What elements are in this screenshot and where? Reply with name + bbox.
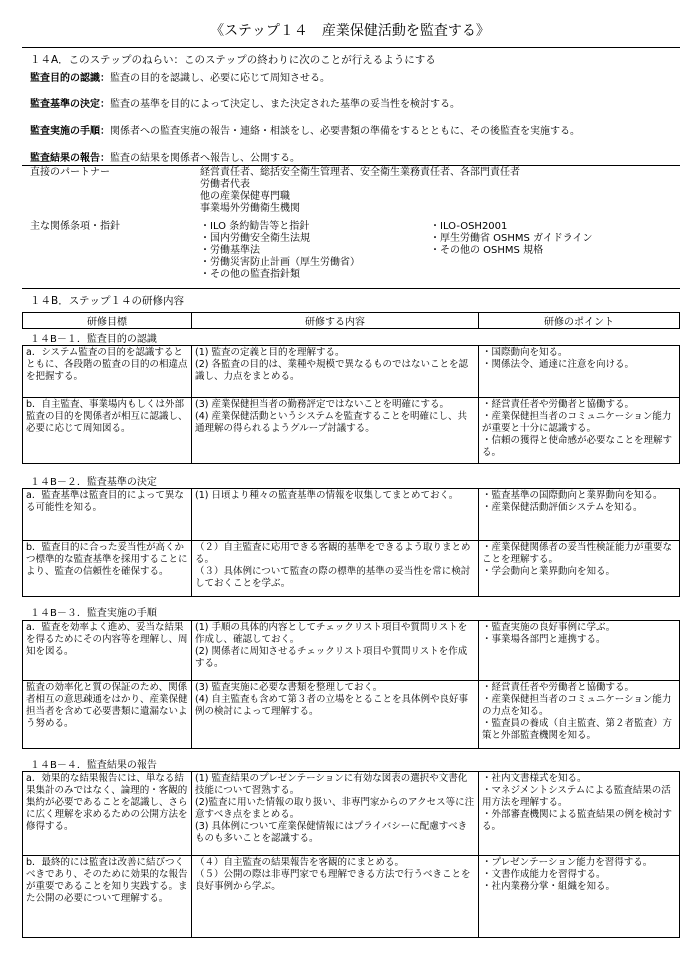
goal-cell: b．自主監査、事業場内もしくは外部監査の目的を関係者が相互に認識し、必要に応じて周知図る。 (23, 398, 192, 464)
col-goal-header: 研修目標 (23, 313, 192, 329)
goal-cell: a．システム監査の目的を認識するとともに、各段階の監査の目的の相違点を把握する。 (23, 346, 192, 398)
content-cell: (3) 産業保健担当者の勤務評定ではないことを明確にする。 (4) 産業保健活動というシステムを監査することを明確にし、共通理解の得られるようグループ討議する。 (192, 398, 479, 464)
laws-right-list (430, 221, 592, 257)
table-row (23, 346, 680, 398)
goal-cell: 監査の効率化と質の保証のため、関係者相互の意思疎通をはかり、産業保健担当者を含めて必要書類に遺漏ないよう努める。 (23, 681, 192, 749)
table-row (23, 541, 680, 597)
divider (22, 165, 680, 166)
table-row (23, 398, 680, 464)
training-heading: １４B．ステップ１４の研修内容 (30, 295, 184, 307)
aim-item-3: 監査実施の手順：関係者への監査実施の報告・連絡・相談をし、必要書類の準備をするとともに、その後監査を実施する。 (30, 126, 580, 137)
section-table (22, 345, 680, 464)
goal-cell: a．監査基準は監査目的によって異なる可能性を知る。 (23, 489, 192, 541)
goal-cell: a．効果的な結果報告には、単なる結果集計のみではなく、論理的・客観的集約が必要であることを認識し、さらに広く理解を求めるための公開方法を修得する。 (23, 772, 192, 856)
divider (22, 288, 680, 289)
section-title: １４B－３．監査実施の手順 (30, 608, 157, 619)
content-cell: （２）自主監査に応用できる客観的基準をできるよう取りまとめる。 （３）具体例について監査の際の標準的基準の妥当性を常に検討しておくことを学ぶ。 (192, 541, 479, 597)
partner-item: 他の産業保健専門職 (200, 191, 290, 202)
content-cell: (1) 手順の具体的内容としてチェックリスト項目や質問リストを作成し、確認しておく。 (2) 関係者に周知させるチェックリスト項目や質問リストを作成する。 (192, 621, 479, 681)
content-cell: (1) 監査結果のプレゼンテーションに有効な図表の選択や文書化技能について習熟する。 (2)監査に用いた情報の取り扱い、非専門家からのアクセス等に注意すべき点をまとめる。 (3) 具体例について産業保健情報にはプライバシーに配慮すべきものも多いことを認識する。 (192, 772, 479, 856)
table-row (23, 681, 680, 749)
aim-heading: １４A．このステップのねらい：このステップの終わりに次のことが行えるようにする (30, 54, 436, 66)
points-cell: ・プレゼンテーション能力を習得する。 ・文書作成能力を習得する。 ・社内業務分掌・組織を知る。 (479, 856, 680, 938)
section-table (22, 488, 680, 597)
law-item: ・厚生労働省 OSHMS ガイドライン (430, 233, 593, 244)
points-cell: ・社内文書様式を知る。 ・マネジメントシステムによる監査結果の活用方法を理解する。 ・外部審査機関による監査結果の例を検討する。 (479, 772, 680, 856)
law-item: ・その他の OSHMS 規格 (430, 245, 544, 256)
goal-cell: b．監査目的に合った妥当性が高くかつ標準的な監査基準を採用することにより、監査の信頼性を確保する。 (23, 541, 192, 597)
points-cell: ・国際動向を知る。 ・関係法令、通達に注意を向ける。 (479, 346, 680, 398)
law-item: ・ILO 条約勧告等と指針 (200, 221, 310, 232)
goal-cell: a．監査を効率よく進め、妥当な結果を得るためにその内容等を理解し、周知を図る。 (23, 621, 192, 681)
section-table (22, 620, 680, 749)
col-content-header: 研修する内容 (192, 313, 479, 329)
col-points-header: 研修のポイント (479, 313, 680, 329)
points-cell: ・経営責任者や労働者と協働する。 ・産業保健担当者のコミュニケーション能力が重要と十分に認識する。 ・信頼の獲得と使命感が必要なことを理解する。 (479, 398, 680, 464)
content-cell: (1) 日頃より種々の監査基準の情報を収集してまとめておく。 (192, 489, 479, 541)
partner-item: 労働者代表 (200, 179, 250, 190)
content-cell: (3) 監査実施に必要な書類を整理しておく。 (4) 自主監査も含めて第３者の立場をとることを具体例や良好事例の検討によって理解する。 (192, 681, 479, 749)
section-title: １４B－２．監査基準の決定 (30, 477, 157, 488)
table-row (23, 856, 680, 938)
section-title: １４B－４．監査結果の報告 (30, 760, 157, 771)
aim-item-1: 監査目的の認識：監査の目的を認識し、必要に応じて周知させる。 (30, 73, 330, 84)
law-item: ・労働災害防止計画（厚生労働省） (200, 257, 360, 268)
partners-list (200, 167, 520, 215)
content-cell: （４）自主監査の結果報告を客観的にまとめる。 （５）公開の際は非専門家でも理解できる方法で行うべきことを良好事例から学ぶ。 (192, 856, 479, 938)
aim-item-4: 監査結果の報告：監査の結果を関係者へ報告し、公開する。 (30, 153, 300, 164)
content-cell: (1) 監査の定義と目的を理解する。 (2) 各監査の目的は、業種や規模で異なるものではないことを認識し、力点をまとめる。 (192, 346, 479, 398)
law-item: ・ILO-OSH2001 (430, 221, 508, 232)
aim-item-2: 監査基準の決定：監査の基準を目的によって決定し、また決定された基準の妥当性を検討する。 (30, 99, 460, 110)
points-cell: ・産業保健関係者の妥当性検証能力が重要なことを理解する。 ・学会動向と業界動向を知る。 (479, 541, 680, 597)
page-title: 《ステップ１４ 産業保健活動を監査する》 (210, 23, 490, 39)
training-header-table (22, 312, 680, 329)
laws-label: 主な関係条項・指針 (30, 221, 120, 232)
section-title: １４B－１．監査目的の認識 (30, 334, 157, 345)
partner-item: 経営責任者、総括安全衛生管理者、安全衛生業務責任者、各部門責任者 (200, 167, 520, 178)
points-cell: ・監査基準の国際動向と業界動向を知る。 ・産業保健活動評価システムを知る。 (479, 489, 680, 541)
law-item: ・国内労働安全衛生法規 (200, 233, 310, 244)
table-row (23, 621, 680, 681)
laws-left-list (200, 221, 360, 281)
law-item: ・労働基準法 (200, 245, 260, 256)
partner-item: 事業場外労働衛生機関 (200, 203, 300, 214)
law-item: ・その他の監査指針類 (200, 269, 300, 280)
section-table (22, 771, 680, 938)
table-row (23, 489, 680, 541)
table-row (23, 772, 680, 856)
points-cell: ・経営責任者や労働者と協働する。 ・産業保健担当者のコミュニケーション能力の力点を知る。 ・監査員の養成（自主監査、第２者監査）方策と外部監査機関を知る。 (479, 681, 680, 749)
partners-label: 直接のパートナー (30, 167, 110, 178)
divider (22, 47, 680, 48)
points-cell: ・監査実施の良好事例に学ぶ。 ・事業場各部門と連携する。 (479, 621, 680, 681)
goal-cell: b．最終的には監査は改善に結びつくべきであり、そのために効果的な報告が重要であることを知り実践する。また公開の必要について理解する。 (23, 856, 192, 938)
